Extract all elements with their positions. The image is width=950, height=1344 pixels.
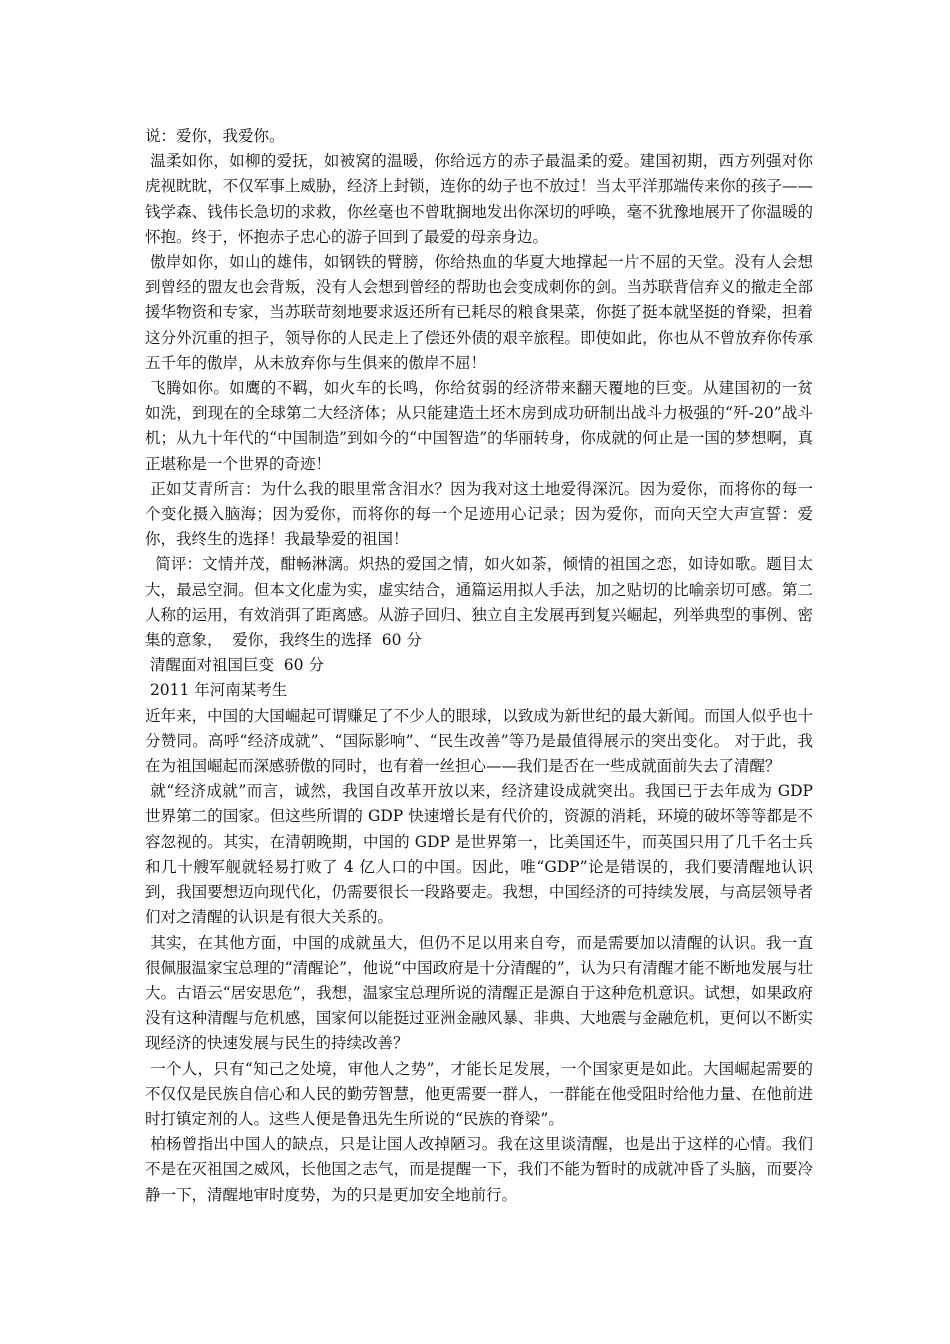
paragraph-proud: 傲岸如你，如山的雄伟，如钢铁的臂膀，你给热血的华夏大地撑起一片不屈的天堂。没有人会想到曾经的盟友也会背叛，没有人会想到曾经的帮助也会变成刺你的剑。当苏联背信弃义的撤走全部援华物资和专家，当苏联苛刻地要求返还所有已耗尽的粮食果菜，你挺了挺本就坚挺的脊梁，担着这分外沉重的担子，领导你的人民走上了偿还外债的艰辛旅程。即使如此，你也从不曾放弃你传承五千年的傲岸，从未放弃你与生俱来的傲岸不屈！ — [145, 253, 813, 372]
essay-author-line: 2011 年河南某考生 — [145, 681, 288, 700]
paragraph-commentary: 简评：文情并茂，酣畅淋漓。炽热的爱国之情，如火如荼，倾情的祖国之恋，如诗如歌。题目太大，最忌空洞。但本文化虚为实，虚实结合，通篇运用拟人手法，加之贴切的比喻亲切可感。第二人称的运用，有效消弭了距离感。从游子回归、独立自主发展再到复兴崛起，列举典型的事例、密集的意象， 爱你，我终生的选择 60 分 — [145, 555, 813, 650]
paragraph-intro: 近年来，中国的大国崛起可谓赚足了不少人的眼球，以致成为新世纪的最大新闻。而国人似乎也十分赞同。高呼“经济成就”、“国际影响”、“民生改善”等乃是最值得展示的突出变化。 对于此，我在为祖国崛起而深感骄傲的同时，也有着一丝担心——我们是否在一些成就面前失去了清醒？ — [145, 706, 813, 776]
essay-title: 清醒面对祖国巨变 60 分 — [145, 656, 324, 675]
paragraph-economy: 就“经济成就”而言，诚然，我国自改革开放以来，经济建设成就突出。我国已于去年成为 GDP 世界第二的国家。但这些所谓的 GDP 快速增长是有代价的，资源的消耗，环境的破坏等等都是不容忽视的。其实，在清朝晚期，中国的 GDP 是世界第一，比美国还牛，而英国只用了几千名士兵和几十艘军舰就轻易打败了 4 亿人口的中国。因此，唯“GDP”论是错误的，我们要清醒地认识到，我国要想迈向现代化，仍需要很长一段路要走。我想，中国经济的可持续发展，与高层领导者们对之清醒的认识是有很大关系的。 — [145, 782, 818, 927]
paragraph-other-aspects: 其实，在其他方面，中国的成就虽大，但仍不足以用来自夸，而是需要加以清醒的认识。我一直很佩服温家宝总理的“清醒论”，他说“中国政府是十分清醒的”，认为只有清醒才能不断地发展与壮大。古语云“居安思危”，我想，温家宝总理所说的清醒正是源自于这种危机意识。试想，如果政府没有这种清醒与危机感，国家何以能挺过亚洲金融风暴、非典、大地震与金融危机，更何以不断实现经济的快速发展与民生的持续改善？ — [145, 933, 813, 1053]
paragraph-love-you-closing: 说：爱你，我爱你。 — [145, 127, 285, 145]
paragraph-soaring: 飞腾如你。如鹰的不羁，如火车的长鸣，你给贫弱的经济带来翻天覆地的巨变。从建国初的一贫如洗，到现在的全球第二大经济体；从只能建造土坯木房到成功研制出战斗力极强的“歼-20”战斗机；从九十年代的“中国制造”到如今的“中国智造”的华丽转身，你成就的何止是一国的梦想啊，真正堪称是一个世界的奇迹！ — [145, 379, 813, 473]
paragraph-gentle: 温柔如你，如柳的爱抚，如被窝的温暖，你给远方的赤子最温柔的爱。建国初期，西方列强对你虎视眈眈，不仅军事上威胁，经济上封锁，连你的幼子也不放过！当太平洋那端传来你的孩子——钱学森、钱伟长急切的求救，你丝毫也不曾耽搁地发出你深切的呼唤，毫不犹豫地展开了你温暖的怀抱。终于，怀抱赤子忠心的游子回到了最爱的母亲身边。 — [145, 152, 813, 246]
paragraph-national-backbone: 一个人，只有“知己之处境，审他人之势”，才能长足发展，一个国家更是如此。大国崛起需要的不仅仅是民族自信心和人民的勤劳智慧，他更需要一群人，一群能在他受阻时给他力量、在他前进时打镇定剂的人。这些人便是鲁迅先生所说的“民族的脊梁”。 — [145, 1059, 813, 1128]
paragraph-ai-qing-quote: 正如艾青所言：为什么我的眼里常含泪水？因为我对这土地爱得深沉。因为爱你，而将你的每一个变化摄入脑海；因为爱你，而将你的每一个足迹用心记录；因为爱你，而向天空大声宣誓：爱你，我终生的选择！我最挚爱的祖国！ — [145, 479, 813, 549]
document-body — [145, 124, 818, 1208]
paragraph-conclusion: 柏杨曾指出中国人的缺点，只是让国人改掉陋习。我在这里谈清醒，也是出于这样的心情。我们不是在灭祖国之威风，长他国之志气，而是提醒一下，我们不能为暂时的成就冲昏了头脑，而要冷静一下，清醒地审时度势，为的只是更加安全地前行。 — [145, 1135, 813, 1204]
